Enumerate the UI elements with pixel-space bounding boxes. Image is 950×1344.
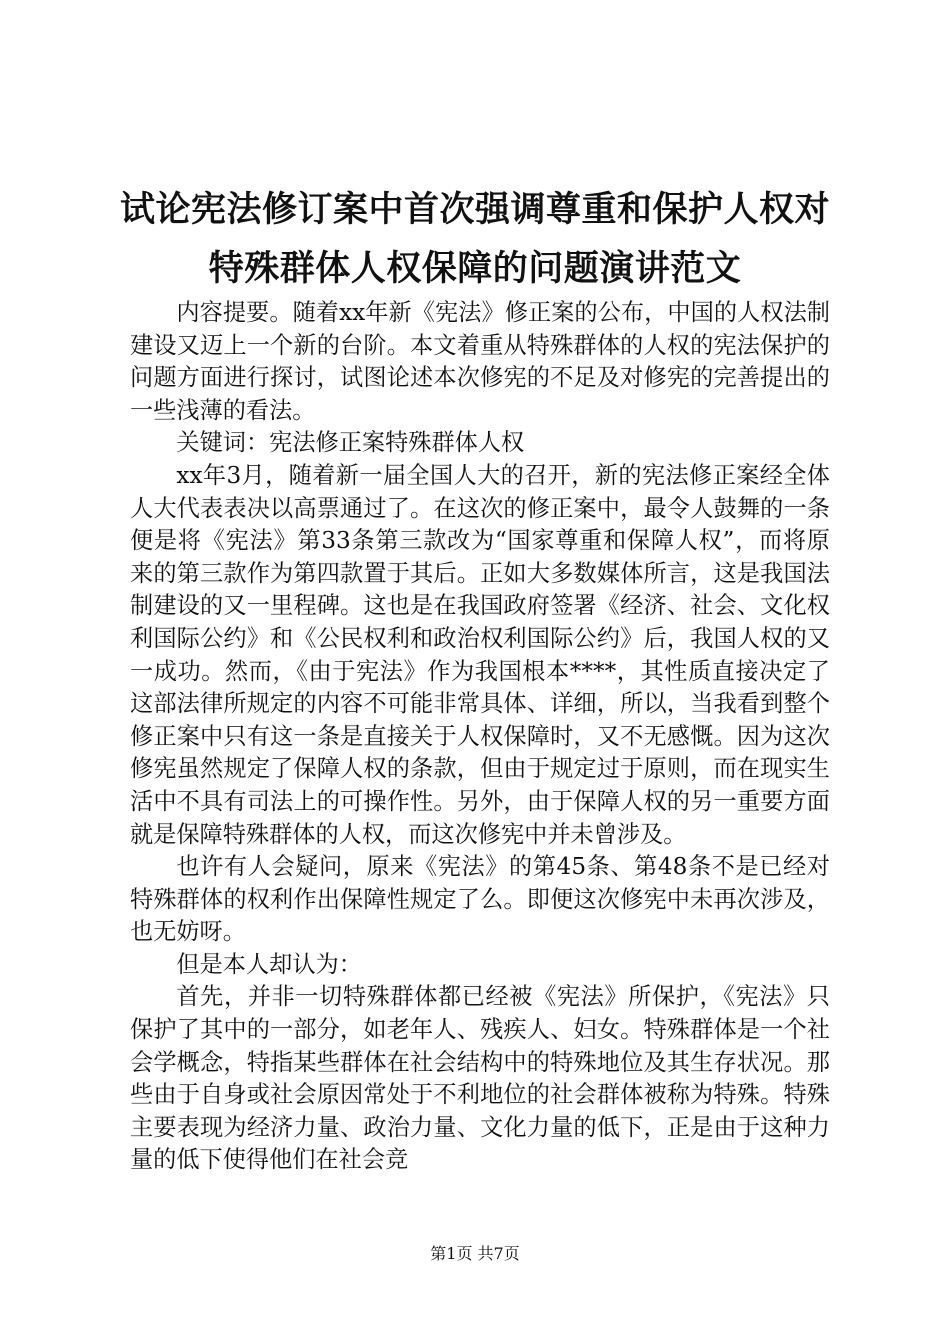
document-body — [130, 297, 830, 1177]
document-title-line-2: 特殊群体人权保障的问题演讲范文 — [208, 249, 742, 289]
keywords-paragraph: 关键词：宪法修正案特殊群体人权 — [176, 429, 525, 457]
document-title-line-1: 试论宪法修订案中首次强调尊重和保护人权对 — [119, 190, 830, 230]
body-paragraph: xx年3月，随着新一届全国人大的召开，新的宪法修正案经全体人大代表表决以高票通过了。在这次的修正案中，最令人鼓舞的一条便是将《宪法》第33条第三款改为“国家尊重和保障人权”，而将原来的第三款作为第四款置于其后。正如大多数媒体所言，这是我国法制建设的又一里程碑。这也是在我国政府签署《经济、社会、文化权利国际公约》和《公民权利和政治权利国际公约》后，我国人权的又一成功。然而，《由于宪法》作为我国根本****，其性质直接决定了这部法律所规定的内容不可能非常具体、详细，所以，当我看到整个修正案中只有这一条是直接关于人权保障时，又不无感慨。因为这次修宪虽然规定了保障人权的条款，但由于规定过于原则，而在现实生活中不具有司法上的可操作性。另外，由于保障人权的另一重要方面就是保障特殊群体的人权，而这次修宪中并未曾涉及。 — [130, 461, 830, 848]
body-paragraph: 也许有人会疑问，原来《宪法》的第45条、第48条不是已经对特殊群体的权利作出保障性规定了么。即便这次修宪中未再次涉及，也无妨呀。 — [130, 853, 830, 946]
body-paragraph: 首先，并非一切特殊群体都已经被《宪法》所保护，《宪法》只保护了其中的一部分，如老年人、残疾人、妇女。特殊群体是一个社会学概念，特指某些群体在社会结构中的特殊地位及其生存状况。那些由于自身或社会原因常处于不利地位的社会群体被称为特殊。特殊主要表现为经济力量、政治力量、文化力量的低下，正是由于这种力量的低下使得他们在社会竞 — [130, 983, 830, 1174]
abstract-paragraph: 内容提要。随着xx年新《宪法》修正案的公布，中国的人权法制建设又迈上一个新的台阶。本文着重从特殊群体的人权的宪法保护的问题方面进行探讨，试图论述本次修宪的不足及对修宪的完善提出的一些浅薄的看法。 — [130, 299, 830, 424]
body-paragraph: 但是本人却认为： — [176, 950, 362, 978]
page-number-footer: 第1页 共7页 — [430, 1244, 520, 1263]
